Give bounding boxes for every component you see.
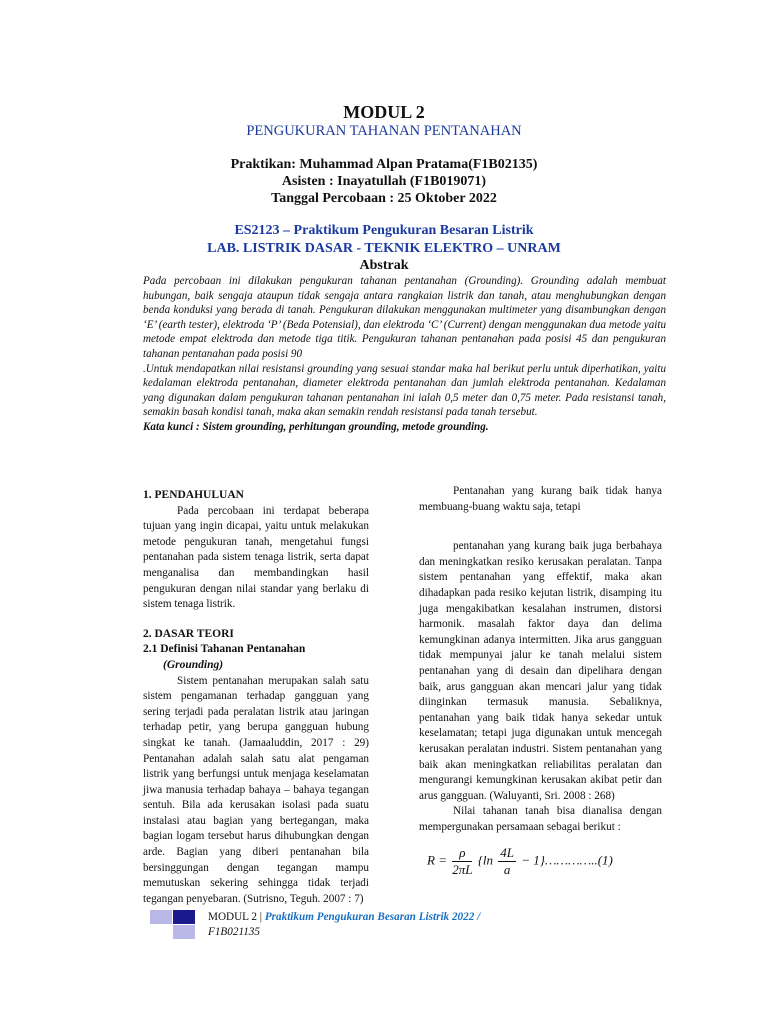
abstract-heading: Abstrak bbox=[359, 258, 409, 273]
tanggal-line: Tanggal Percobaan : 25 Oktober 2022 bbox=[271, 191, 497, 206]
footer-square-light-1 bbox=[150, 910, 172, 924]
right-paragraph-1: Pentanahan yang kurang baik tidak hanya membuang-buang waktu saja, tetapi bbox=[419, 485, 662, 513]
course-info bbox=[0, 222, 768, 258]
formula-ln: {ln bbox=[477, 852, 494, 868]
section-2-1-text: Sistem pentanahan merupakan salah satu sistem pengamanan terhadap gangguan yang sering terjadi pada peralatan listrik atau jaringan terhadap petir, yang berupa gangguan hubung singkat ke tanah. (Jamaaluddin, 2017 : 29) Pentanahan adalah salah satu alat pengaman listrik yang berfungsi untuk menjaga keselamatan jiwa manusia terhadap bahaya – bahaya tegangan sentuh. Bila ada kerusakan isolasi pada suatu instalasi atau bagian yang bertegangan, maka bagian logam tersebut harus dihubungkan dengan arde. Bagian yang diberi pentanahan bila bersinggungan dengan tegangan mampu memutuskan sekering sehingga tidak terjadi tegangan penyebaran. (Sutrisno, Teguh. 2007 : 7) bbox=[143, 674, 369, 905]
section-2-heading: 2. DASAR TEORI bbox=[143, 627, 234, 640]
formula-fraction-rho: $\frac{\rho}{2\pi L}$ bbox=[452, 845, 473, 878]
right-paragraph-3: Nilai tahanan tanah bisa dianalisa dengan mempergunakan persamaan sebagai berikut : bbox=[419, 805, 662, 833]
section-1-text: Pada percobaan ini terdapat beberapa tujuan yang ingin dicapai, yaitu untuk melakukan metode pengukuran tanah, mengetahui fungsi pentanahan pada sistem tenaga listrik, serta dapat menganalisa dan membandingkan hasil pengukuran dengan nilai standar yang berlaku di sistem tenaga listrik. bbox=[143, 504, 369, 611]
praktikan-line: Praktikan: Muhammad Alpan Pratama(F1B02135) bbox=[230, 157, 538, 172]
formula-fraction-4l: $\frac{4L}{a}$ bbox=[500, 845, 515, 878]
footer-text bbox=[208, 910, 588, 940]
abstract-paragraph-1: Pada percobaan ini dilakukan pengukuran tahanan pentanahan (Grounding). Grounding adalah membuat hubungan, baik sengaja ataupun tidak sengaja antara rangkaian listrik dan tanah, atau menghubungkan dengan benda konduksi yang berada di tanah. Pengukuran dilakukan menggunakan multimeter yang disambungkan dengan ‘E’ (earth tester), elektroda ‘P’ (Beda Potensial), dan elektroda ‘C’ (Current) dengan menggunakan dua metode yaitu metode empat elektroda dan metode tiga titik. Pengukuran tahanan pentanahan pada posisi 45 dan pengukuran tahanan pentanahan pada posisi 90 bbox=[143, 275, 666, 360]
section-2-1-heading: 2.1 Definisi Tahanan Pentanahan bbox=[143, 643, 306, 656]
footer-module: MODUL 2 | bbox=[208, 911, 265, 923]
author-info bbox=[0, 156, 768, 207]
formula-lhs: R = bbox=[427, 852, 447, 868]
keywords: Kata kunci : Sistem grounding, perhitungan grounding, metode grounding. bbox=[143, 420, 489, 433]
abstract-body bbox=[143, 274, 666, 435]
footer-nim: F1B021135 bbox=[208, 926, 260, 938]
section-1-heading: 1. PENDAHULUAN bbox=[143, 489, 244, 501]
course-line: ES2123 – Praktikum Pengukuran Besaran Listrik bbox=[234, 223, 534, 238]
module-title: MODUL 2 bbox=[343, 102, 425, 122]
left-column bbox=[143, 488, 369, 907]
footer-square-dark bbox=[173, 910, 195, 924]
footer-square-light-2 bbox=[173, 925, 195, 939]
asisten-line: Asisten : Inayatullah (F1B019071) bbox=[281, 174, 487, 189]
right-paragraph-2: pentanahan yang kurang baik juga berbahaya dan meningkatkan resiko kerusakan peralatan. Tanpa sistem pentanahan yang effektif, maka akan dihadapkan pada resiko kejutan listrik, disamping itu juga mengakibatkan kesalahan instrumen, distorsi harmonik. masalah faktor daya dan delima kemungkinan adanya intermitten. Jika arus gangguan tidak mempunyai jalur ke tanah melalui sistem pentanahan yang di desain dan dipelihara dengan baik, arus gangguan akan mencari jalur yang tidak diinginkan termasuk manusia. Sebaliknya, pentanahan yang baik tidak hanya sekedar untuk keselamatan; tetapi juga digunakan untuk mencegah kerusakan peralatan industri. Sistem pentanahan yang baik akan meningkatkan reliabilitas peralatan dan mengurangi kemungkinan kerusakan akibat petir dan arus gangguan. (Waluyanti, Sri. 2008 : 268) bbox=[419, 540, 662, 802]
section-2-1-heading-cont: (Grounding) bbox=[163, 658, 224, 671]
formula-tail: − 1}…………..(1) bbox=[521, 852, 613, 868]
lab-line: LAB. LISTRIK DASAR - TEKNIK ELEKTRO – UNRAM bbox=[207, 241, 561, 256]
module-subtitle: PENGUKURAN TAHANAN PENTANAHAN bbox=[246, 123, 522, 139]
page-footer bbox=[150, 908, 670, 942]
resistance-formula bbox=[427, 845, 662, 878]
right-column bbox=[419, 484, 662, 878]
abstract-paragraph-2: .Untuk mendapatkan nilai resistansi grounding yang sesuai standar maka hal berikut perlu untuk diperhatikan, yaitu kedalaman elektroda pentanahan, diameter elektroda pentanahan dan jumlah elektroda pentanahan. Kedalaman yang digunakan dalam pengukuran tahanan pentanahan ini ialah 0,5 meter dan 0,75 meter. Pada resistansi tanah, semakin basah kondisi tanah, maka akan semakin rendah resistansi pada tanah tersebut. bbox=[143, 362, 666, 419]
footer-course-ref: Praktikum Pengukuran Besaran Listrik 2022 / bbox=[264, 911, 481, 923]
